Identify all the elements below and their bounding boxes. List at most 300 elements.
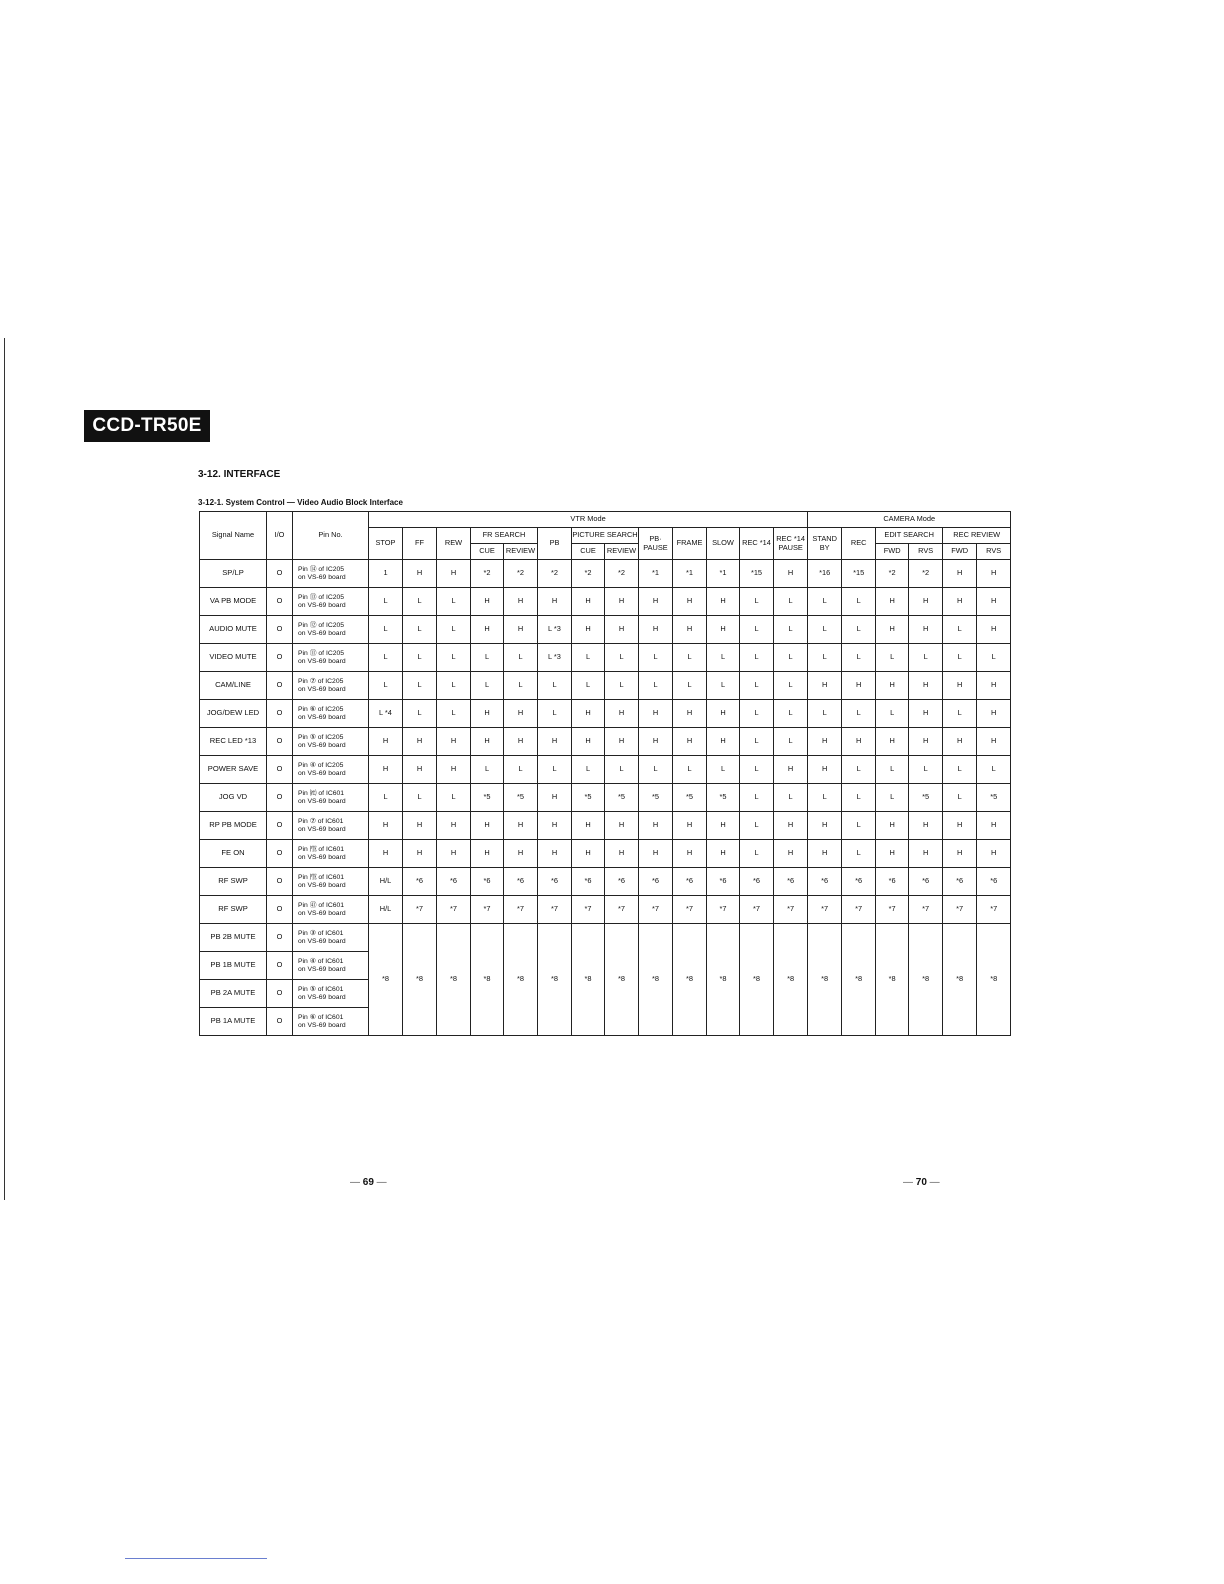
- mode-value-cell: H: [808, 840, 842, 868]
- mode-value-cell: *5: [977, 784, 1011, 812]
- mode-value-cell: L: [876, 700, 909, 728]
- mode-value-cell: H: [605, 588, 639, 616]
- io-cell: O: [267, 784, 293, 812]
- mute-group-value-cell: *8: [842, 924, 876, 1036]
- header-vtr-mode: VTR Mode: [369, 512, 808, 528]
- signal-name-cell: FE ON: [200, 840, 267, 868]
- mode-value-cell: H: [437, 840, 471, 868]
- mode-value-cell: H: [943, 728, 977, 756]
- header-picture-search: PICTURE SEARCH: [572, 528, 639, 544]
- mode-value-cell: H: [403, 728, 437, 756]
- interface-table-container: [199, 511, 1011, 1036]
- header-edit-search-rvs: RVS: [909, 544, 943, 560]
- io-cell: O: [267, 896, 293, 924]
- header-stop: STOP: [369, 528, 403, 560]
- mode-value-cell: L: [740, 812, 774, 840]
- io-cell: O: [267, 560, 293, 588]
- mode-value-cell: L: [369, 644, 403, 672]
- header-rec-pause: REC *14 PAUSE: [774, 528, 808, 560]
- mode-value-cell: H: [572, 700, 605, 728]
- io-cell: O: [267, 868, 293, 896]
- mode-value-cell: L *4: [369, 700, 403, 728]
- mode-value-cell: H: [707, 840, 740, 868]
- mode-value-cell: *6: [876, 868, 909, 896]
- mode-value-cell: L: [403, 784, 437, 812]
- mode-value-cell: H: [538, 588, 572, 616]
- header-camera-mode: CAMERA Mode: [808, 512, 1011, 528]
- signal-name-cell: PB 2B MUTE: [200, 924, 267, 952]
- pin-board-line: on VS-69 board: [298, 909, 346, 917]
- signal-name-cell: PB 2A MUTE: [200, 980, 267, 1008]
- mode-value-cell: H: [403, 560, 437, 588]
- pin-board-line: on VS-69 board: [298, 797, 346, 805]
- mode-value-cell: H: [572, 812, 605, 840]
- mode-value-cell: L: [842, 588, 876, 616]
- mode-value-cell: H: [639, 812, 673, 840]
- mode-value-cell: H: [977, 672, 1011, 700]
- mode-value-cell: L: [740, 784, 774, 812]
- mode-value-cell: L: [639, 644, 673, 672]
- table-row: [200, 616, 1011, 644]
- mode-value-cell: L: [403, 700, 437, 728]
- mode-value-cell: H: [707, 700, 740, 728]
- pin-number-cell: [293, 1008, 369, 1036]
- mode-value-cell: L: [740, 756, 774, 784]
- mode-value-cell: H: [369, 756, 403, 784]
- mode-value-cell: L: [876, 756, 909, 784]
- signal-name-cell: PB 1B MUTE: [200, 952, 267, 980]
- page-number-left-value: 69: [362, 1177, 374, 1188]
- mode-value-cell: H: [977, 728, 1011, 756]
- table-row: [200, 728, 1011, 756]
- mode-value-cell: H: [504, 588, 538, 616]
- mode-value-cell: H: [707, 616, 740, 644]
- mode-value-cell: H: [808, 756, 842, 784]
- mode-value-cell: L: [842, 840, 876, 868]
- io-cell: O: [267, 840, 293, 868]
- pin-board-line: on VS-69 board: [298, 881, 346, 889]
- mode-value-cell: *7: [774, 896, 808, 924]
- mode-value-cell: *15: [842, 560, 876, 588]
- signal-name-cell: POWER SAVE: [200, 756, 267, 784]
- header-edit-search-fwd: FWD: [876, 544, 909, 560]
- mode-value-cell: H: [673, 840, 707, 868]
- pin-board-line: on VS-69 board: [298, 685, 346, 693]
- header-rec-review-rvs: RVS: [977, 544, 1011, 560]
- mute-group-value-cell: *8: [943, 924, 977, 1036]
- mode-value-cell: H: [369, 812, 403, 840]
- header-edit-search: EDIT SEARCH: [876, 528, 943, 544]
- mode-value-cell: *6: [504, 868, 538, 896]
- mode-value-cell: L: [707, 672, 740, 700]
- mode-value-cell: H: [437, 728, 471, 756]
- mode-value-cell: H: [977, 700, 1011, 728]
- pin-number-line: Pin ⑥ of IC205: [298, 705, 344, 713]
- pin-board-line: on VS-69 board: [298, 601, 346, 609]
- mode-value-cell: L: [943, 756, 977, 784]
- mode-value-cell: H: [909, 672, 943, 700]
- mode-value-cell: L: [437, 672, 471, 700]
- mode-value-cell: L: [808, 700, 842, 728]
- mode-value-cell: H/L: [369, 868, 403, 896]
- mode-value-cell: L: [943, 784, 977, 812]
- mode-value-cell: L: [538, 756, 572, 784]
- signal-name-cell: VA PB MODE: [200, 588, 267, 616]
- mode-value-cell: *7: [876, 896, 909, 924]
- mode-value-cell: H: [471, 588, 504, 616]
- mode-value-cell: *5: [572, 784, 605, 812]
- mode-value-cell: L: [740, 700, 774, 728]
- mode-value-cell: H: [977, 840, 1011, 868]
- mode-value-cell: L: [707, 756, 740, 784]
- mode-value-cell: L: [909, 644, 943, 672]
- mode-value-cell: H: [403, 756, 437, 784]
- mode-value-cell: L: [774, 616, 808, 644]
- mode-value-cell: H: [943, 672, 977, 700]
- mode-value-cell: L: [808, 784, 842, 812]
- pin-board-line: on VS-69 board: [298, 769, 346, 777]
- pin-number-line: Pin ㉐ of IC601: [298, 873, 345, 881]
- mode-value-cell: *6: [909, 868, 943, 896]
- mode-value-cell: *2: [572, 560, 605, 588]
- mode-value-cell: H: [572, 588, 605, 616]
- io-cell: O: [267, 980, 293, 1008]
- mode-value-cell: L: [605, 756, 639, 784]
- mode-value-cell: *7: [707, 896, 740, 924]
- table-row: [200, 560, 1011, 588]
- mode-value-cell: *2: [876, 560, 909, 588]
- mode-value-cell: L: [774, 784, 808, 812]
- mute-group-value-cell: *8: [504, 924, 538, 1036]
- mode-value-cell: *7: [403, 896, 437, 924]
- io-cell: O: [267, 1008, 293, 1036]
- mode-value-cell: H: [909, 588, 943, 616]
- mode-value-cell: H: [639, 840, 673, 868]
- mode-value-cell: L: [774, 672, 808, 700]
- io-cell: O: [267, 616, 293, 644]
- table-header: [200, 512, 1011, 560]
- mode-value-cell: H: [605, 700, 639, 728]
- signal-name-cell: PB 1A MUTE: [200, 1008, 267, 1036]
- mode-value-cell: *6: [639, 868, 673, 896]
- mode-value-cell: L: [740, 588, 774, 616]
- mode-value-cell: *15: [740, 560, 774, 588]
- mode-value-cell: L: [437, 644, 471, 672]
- io-cell: O: [267, 952, 293, 980]
- mode-value-cell: L: [437, 616, 471, 644]
- header-slow: SLOW: [707, 528, 740, 560]
- pin-board-line: on VS-69 board: [298, 825, 346, 833]
- pin-number-cell: [293, 784, 369, 812]
- header-rec-review-fwd: FWD: [943, 544, 977, 560]
- header-stand-by: STAND BY: [808, 528, 842, 560]
- mode-value-cell: *6: [437, 868, 471, 896]
- mode-value-cell: L: [740, 616, 774, 644]
- header-pin-no: Pin No.: [293, 512, 369, 560]
- model-badge-label: CCD-TR50E: [92, 415, 202, 436]
- page-number-right: — 70 —: [903, 1177, 940, 1188]
- mode-value-cell: L: [403, 616, 437, 644]
- mode-value-cell: L: [842, 784, 876, 812]
- mode-value-cell: L: [977, 644, 1011, 672]
- left-margin-rule: [4, 338, 5, 1200]
- mode-value-cell: H: [977, 588, 1011, 616]
- pin-number-line: Pin ⑪ of IC205: [298, 649, 345, 657]
- table-row: [200, 924, 1011, 952]
- mode-value-cell: H: [774, 756, 808, 784]
- mute-group-value-cell: *8: [673, 924, 707, 1036]
- header-ff: FF: [403, 528, 437, 560]
- mode-value-cell: L: [740, 728, 774, 756]
- mode-value-cell: *2: [471, 560, 504, 588]
- mode-value-cell: L: [403, 644, 437, 672]
- mode-value-cell: H: [943, 560, 977, 588]
- mode-value-cell: H: [538, 728, 572, 756]
- pin-board-line: on VS-69 board: [298, 573, 346, 581]
- mode-value-cell: H: [909, 616, 943, 644]
- pin-number-cell: [293, 756, 369, 784]
- mode-value-cell: *1: [673, 560, 707, 588]
- mute-group-value-cell: *8: [639, 924, 673, 1036]
- mode-value-cell: L: [740, 672, 774, 700]
- mode-value-cell: H: [808, 672, 842, 700]
- mode-value-cell: H: [977, 560, 1011, 588]
- mode-value-cell: L: [639, 672, 673, 700]
- mode-value-cell: H: [707, 812, 740, 840]
- mode-value-cell: H: [639, 616, 673, 644]
- mute-group-value-cell: *8: [471, 924, 504, 1036]
- header-frame: FRAME: [673, 528, 707, 560]
- signal-name-cell: VIDEO MUTE: [200, 644, 267, 672]
- mode-value-cell: H: [504, 812, 538, 840]
- mode-value-cell: *6: [673, 868, 707, 896]
- mode-value-cell: *7: [572, 896, 605, 924]
- mode-value-cell: H: [876, 728, 909, 756]
- mode-value-cell: H: [605, 840, 639, 868]
- mode-value-cell: H: [605, 616, 639, 644]
- mode-value-cell: H: [707, 728, 740, 756]
- header-fr-search-cue: CUE: [471, 544, 504, 560]
- mode-value-cell: L: [673, 756, 707, 784]
- mode-value-cell: H: [538, 840, 572, 868]
- mode-value-cell: H: [639, 700, 673, 728]
- mode-value-cell: L: [808, 616, 842, 644]
- pin-number-line: Pin ㊶ of IC601: [298, 901, 345, 909]
- io-cell: O: [267, 588, 293, 616]
- mode-value-cell: *6: [977, 868, 1011, 896]
- mode-value-cell: L *3: [538, 616, 572, 644]
- pin-number-cell: [293, 840, 369, 868]
- mode-value-cell: *7: [808, 896, 842, 924]
- mode-value-cell: H: [538, 784, 572, 812]
- mute-group-value-cell: *8: [403, 924, 437, 1036]
- mode-value-cell: H: [774, 840, 808, 868]
- mode-value-cell: H: [909, 812, 943, 840]
- table-row: [200, 812, 1011, 840]
- mode-value-cell: *6: [403, 868, 437, 896]
- mode-value-cell: H: [403, 840, 437, 868]
- mute-group-value-cell: *8: [538, 924, 572, 1036]
- pin-number-line: Pin ⑦ of IC601: [298, 817, 344, 825]
- io-cell: O: [267, 756, 293, 784]
- header-picture-search-review: REVIEW: [605, 544, 639, 560]
- mode-value-cell: *6: [605, 868, 639, 896]
- mode-value-cell: L: [504, 672, 538, 700]
- mute-group-value-cell: *8: [774, 924, 808, 1036]
- mode-value-cell: H: [977, 616, 1011, 644]
- mode-value-cell: L: [842, 616, 876, 644]
- pin-board-line: on VS-69 board: [298, 853, 346, 861]
- mode-value-cell: H: [909, 700, 943, 728]
- mode-value-cell: H: [909, 728, 943, 756]
- mode-value-cell: H: [572, 728, 605, 756]
- mode-value-cell: *5: [673, 784, 707, 812]
- pin-number-line: Pin ⑤ of IC601: [298, 985, 344, 993]
- pin-board-line: on VS-69 board: [298, 629, 346, 637]
- interface-table: [199, 511, 1011, 1036]
- mode-value-cell: L: [774, 728, 808, 756]
- pin-board-line: on VS-69 board: [298, 657, 346, 665]
- mode-value-cell: *7: [471, 896, 504, 924]
- pin-number-line: Pin ⑥ of IC601: [298, 1013, 344, 1021]
- header-pb-pause: PB· PAUSE: [639, 528, 673, 560]
- mode-value-cell: *6: [842, 868, 876, 896]
- pin-number-cell: [293, 616, 369, 644]
- mute-group-value-cell: *8: [977, 924, 1011, 1036]
- mute-group-value-cell: *8: [605, 924, 639, 1036]
- mode-value-cell: H: [909, 840, 943, 868]
- mode-value-cell: H/L: [369, 896, 403, 924]
- pin-number-line: Pin ⑦ of IC205: [298, 677, 344, 685]
- mute-group-value-cell: *8: [707, 924, 740, 1036]
- mode-value-cell: H: [673, 700, 707, 728]
- mode-value-cell: *7: [673, 896, 707, 924]
- table-row: [200, 896, 1011, 924]
- mode-value-cell: L: [909, 756, 943, 784]
- mode-value-cell: H: [842, 728, 876, 756]
- pin-number-cell: [293, 644, 369, 672]
- mode-value-cell: *6: [572, 868, 605, 896]
- table-row: [200, 644, 1011, 672]
- pin-number-line: Pin ⑤ of IC205: [298, 733, 344, 741]
- mode-value-cell: *6: [808, 868, 842, 896]
- mode-value-cell: L: [369, 784, 403, 812]
- signal-name-cell: RF SWP: [200, 896, 267, 924]
- mode-value-cell: H: [471, 728, 504, 756]
- signal-name-cell: REC LED *13: [200, 728, 267, 756]
- mode-value-cell: H: [504, 840, 538, 868]
- table-body: [200, 560, 1011, 1036]
- mode-value-cell: *5: [707, 784, 740, 812]
- pin-number-cell: [293, 588, 369, 616]
- header-rec-review: REC REVIEW: [943, 528, 1011, 544]
- pin-number-line: Pin ㈳ of IC601: [298, 789, 345, 797]
- mode-value-cell: L: [740, 644, 774, 672]
- section-title: 3-12. INTERFACE: [198, 469, 281, 480]
- mode-value-cell: H: [673, 588, 707, 616]
- pin-number-cell: [293, 896, 369, 924]
- pin-board-line: on VS-69 board: [298, 937, 346, 945]
- mode-value-cell: *7: [605, 896, 639, 924]
- mode-value-cell: H: [504, 728, 538, 756]
- mode-value-cell: *5: [909, 784, 943, 812]
- signal-name-cell: JOG VD: [200, 784, 267, 812]
- table-row: [200, 588, 1011, 616]
- mode-value-cell: L: [943, 644, 977, 672]
- mode-value-cell: *6: [774, 868, 808, 896]
- page-number-right-value: 70: [915, 1177, 927, 1188]
- header-rew: REW: [437, 528, 471, 560]
- mode-value-cell: L: [639, 756, 673, 784]
- pin-board-line: on VS-69 board: [298, 741, 346, 749]
- pin-number-line: Pin ⑭ of IC205: [298, 565, 345, 573]
- mode-value-cell: L: [707, 644, 740, 672]
- mode-value-cell: L: [977, 756, 1011, 784]
- table-row: [200, 784, 1011, 812]
- mode-value-cell: L: [808, 644, 842, 672]
- pin-number-line: Pin ④ of IC205: [298, 761, 344, 769]
- pin-number-line: Pin ⑫ of IC205: [298, 621, 345, 629]
- pin-number-cell: [293, 868, 369, 896]
- io-cell: O: [267, 728, 293, 756]
- pin-number-cell: [293, 980, 369, 1008]
- mode-value-cell: *6: [538, 868, 572, 896]
- subsection-title: 3-12-1. System Control — Video Audio Block Interface: [198, 498, 403, 507]
- pin-board-line: on VS-69 board: [298, 993, 346, 1001]
- header-signal-name: Signal Name: [200, 512, 267, 560]
- mode-value-cell: H: [471, 840, 504, 868]
- pin-number-line: Pin ④ of IC601: [298, 957, 344, 965]
- table-row: [200, 700, 1011, 728]
- mode-value-cell: H: [876, 840, 909, 868]
- mode-value-cell: L *3: [538, 644, 572, 672]
- mode-value-cell: *2: [909, 560, 943, 588]
- mute-group-value-cell: *8: [437, 924, 471, 1036]
- mode-value-cell: H: [876, 672, 909, 700]
- mute-group-value-cell: *8: [909, 924, 943, 1036]
- signal-name-cell: RF SWP: [200, 868, 267, 896]
- mode-value-cell: *6: [707, 868, 740, 896]
- mode-value-cell: H: [774, 560, 808, 588]
- mode-value-cell: H: [977, 812, 1011, 840]
- mode-value-cell: *5: [605, 784, 639, 812]
- mode-value-cell: H: [504, 616, 538, 644]
- pin-number-cell: [293, 952, 369, 980]
- header-picture-search-cue: CUE: [572, 544, 605, 560]
- pin-number-cell: [293, 560, 369, 588]
- mode-value-cell: H: [943, 840, 977, 868]
- pin-number-line: Pin ㉐ of IC601: [298, 845, 345, 853]
- pin-number-cell: [293, 924, 369, 952]
- mode-value-cell: H: [605, 728, 639, 756]
- signal-name-cell: SP/LP: [200, 560, 267, 588]
- pin-number-cell: [293, 700, 369, 728]
- mode-value-cell: L: [369, 616, 403, 644]
- mode-value-cell: *5: [504, 784, 538, 812]
- mode-value-cell: L: [740, 840, 774, 868]
- mode-value-cell: L: [774, 588, 808, 616]
- mode-value-cell: L: [572, 644, 605, 672]
- mode-value-cell: L: [538, 672, 572, 700]
- io-cell: O: [267, 672, 293, 700]
- mode-value-cell: L: [605, 672, 639, 700]
- mode-value-cell: H: [437, 812, 471, 840]
- mode-value-cell: *7: [639, 896, 673, 924]
- mode-value-cell: H: [572, 840, 605, 868]
- mode-value-cell: *7: [740, 896, 774, 924]
- mode-value-cell: L: [876, 784, 909, 812]
- mode-value-cell: H: [437, 756, 471, 784]
